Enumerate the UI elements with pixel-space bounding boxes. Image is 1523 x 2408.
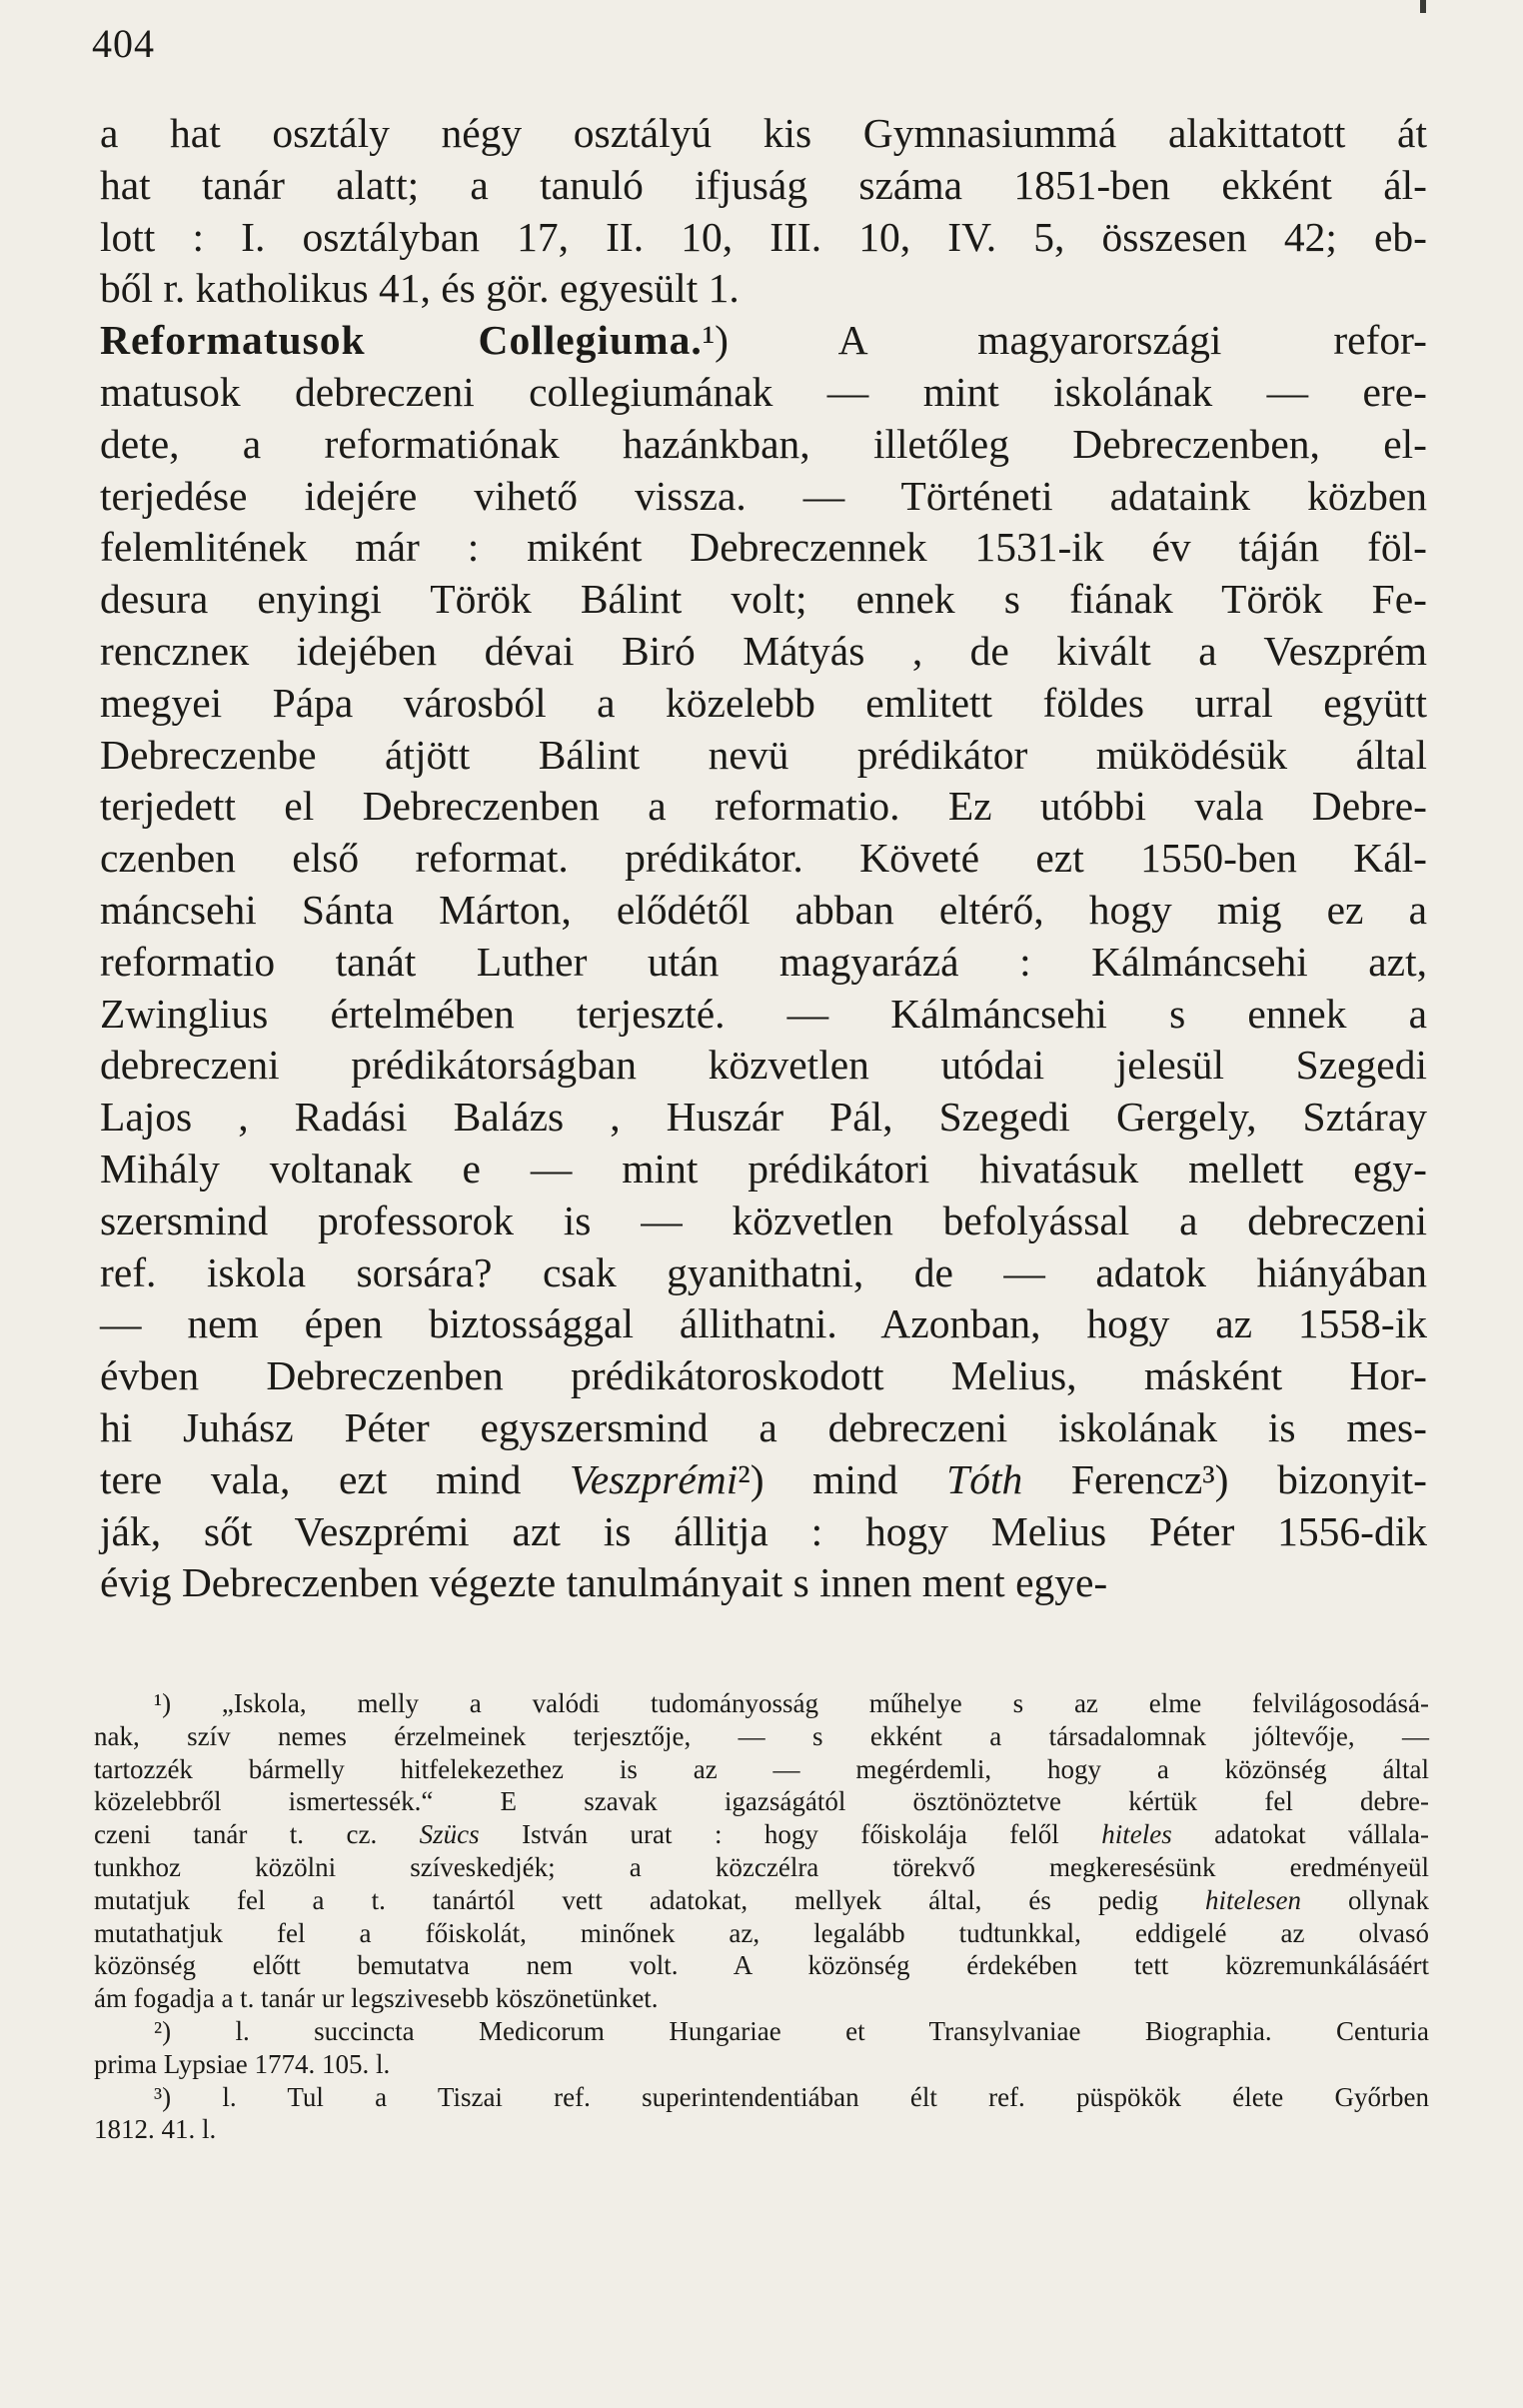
- text-line: czenben első reformat. prédikátor. Követé ezt 1550-ben Kál-: [100, 835, 1427, 882]
- text-line: Reformatusok Collegiuma.¹) A magyarországi refor-: [100, 317, 1427, 364]
- print-mark: [1420, 0, 1426, 13]
- footnote-line: tunkhoz közölni szíveskedjék; a közczélra törekvő megkeresésünk eredményeül: [94, 1851, 1429, 1882]
- text-line: Debreczenbe átjött Bálint nevü prédikátor müködésük által: [100, 731, 1427, 778]
- text-line: tere vala, ezt mind Veszprémi²) mind Tóth Ferencz³) bizonyit-: [100, 1455, 1427, 1502]
- text-line: évben Debreczenben prédikátoroskodott Melius, másként Hor-: [100, 1352, 1427, 1399]
- text-line: a hat osztály négy osztályú kis Gymnasiummá alakittatott át: [100, 110, 1427, 156]
- section-heading: Reformatusok Collegiuma.: [100, 317, 703, 364]
- footnote-line: czeni tanár t. cz. Szücs István urat : hogy főiskolája felől hiteles adatokat vállala-: [94, 1819, 1429, 1850]
- text-line: ből r. katholikus 41, és gör. egyesült 1.: [100, 265, 740, 312]
- footnote-line: mutathatjuk fel a főiskolát, minőnek az, legalább tudtunkkal, eddigelé az olvasó: [94, 1917, 1429, 1948]
- text-line: terjedése idejére vihető vissza. — Történeti adataink közben: [100, 472, 1427, 519]
- text-line: debreczeni prédikátorságban közvetlen utódai jelesül Szegedi: [100, 1042, 1427, 1089]
- text-line: Mihály voltanak e — mint prédikátori hivatásuk mellett egy-: [100, 1145, 1427, 1192]
- footnote-line: ¹) „Iskola, melly a valódi tudományosság műhelye s az elme felvilágosodásá-: [154, 1688, 1429, 1718]
- footnote-line: tartozzék bármelly hitfelekezethez is az — megérdemli, hogy a közönség által: [94, 1753, 1429, 1784]
- text-line: Lajos , Radási Balázs , Huszár Pál, Szegedi Gergely, Sztáray: [100, 1094, 1427, 1141]
- footnote-line: közönség előtt bemutatva nem volt. A közönség érdekében tett közremunkálásáért: [94, 1950, 1429, 1981]
- footnote-line: ²) l. succincta Medicorum Hungariae et Transylvaniae Biographia. Centuria: [154, 2015, 1429, 2046]
- text-line: dete, a reformatiónak hazánkban, illetőleg Debreczenben, el-: [100, 420, 1427, 467]
- footnote-line: 1812. 41. l.: [94, 2114, 217, 2145]
- footnote-line: ³) l. Tul a Tiszai ref. superintendentiában élt ref. püspökök élete Győrben: [154, 2081, 1429, 2112]
- text-line: hi Juhász Péter egyszersmind a debreczeni iskolának is mes-: [100, 1403, 1427, 1450]
- text-line: lott : I. osztályban 17, II. 10, III. 10, IV. 5, összesen 42; eb-: [100, 213, 1427, 260]
- text-line: terjedett el Debreczenben a reformatio. Ez utóbbi vala Debre-: [100, 783, 1427, 830]
- text-line: — nem épen biztossággal állithatni. Azonban, hogy az 1558-ik: [100, 1300, 1427, 1347]
- footnote-line: prima Lypsiae 1774. 105. l.: [94, 2048, 391, 2079]
- text-line: megyei Pápa városból a közelebb emlitett földes urral együtt: [100, 679, 1427, 726]
- footnote-line: ám fogadja a t. tanár ur legszivesebb köszönetünket.: [94, 1983, 659, 2014]
- text-line: matusok debreczeni collegiumának — mint iskolának — ere-: [100, 368, 1427, 415]
- text-line: máncsehi Sánta Márton, elődétől abban eltérő, hogy mig ez a: [100, 886, 1427, 933]
- footnote-line: mutatjuk fel a t. tanártól vett adatokat, mellyek által, és pedig hitelesen ollynak: [94, 1884, 1429, 1915]
- page-number: 404: [92, 21, 155, 66]
- text-line: ref. iskola sorsára? csak gyanithatni, de — adatok hiányában: [100, 1248, 1427, 1295]
- body-text: [100, 108, 1427, 1609]
- text-line: évig Debreczenben végezte tanulmányait s innen ment egye-: [100, 1559, 1108, 1606]
- text-line: hat tanár alatt; a tanuló ifjuság száma 1851-ben ekként ál-: [100, 161, 1427, 208]
- text-line: Zwinglius értelmében terjeszté. — Kálmáncsehi s ennek a: [100, 990, 1427, 1037]
- text-line: desura enyingi Török Bálint volt; ennek s fiának Török Fe-: [100, 576, 1427, 623]
- footnote-line: közelebbről ismertessék.“ E szavak igazságától ösztönöztetve kértük fel debre-: [94, 1786, 1429, 1817]
- text-line: ják, sőt Veszprémi azt is állitja : hogy Melius Péter 1556-dik: [100, 1507, 1427, 1554]
- text-line: szersmind professorok is — közvetlen befolyással a debreczeni: [100, 1197, 1427, 1243]
- text-line: felemlitének már : miként Debreczennek 1531-ik év táján föl-: [100, 524, 1427, 571]
- footnote-line: nak, szív nemes érzelmeinek terjesztője, — s ekként a társadalomnak jóltevője, —: [94, 1720, 1429, 1751]
- text-line: reformatio tanát Luther után magyarázá : Kálmáncsehi azt,: [100, 938, 1427, 985]
- text-line: renczneк idejében dévai Biró Mátyás , de kivált a Veszprém: [100, 627, 1427, 674]
- footnotes: [94, 1687, 1429, 2146]
